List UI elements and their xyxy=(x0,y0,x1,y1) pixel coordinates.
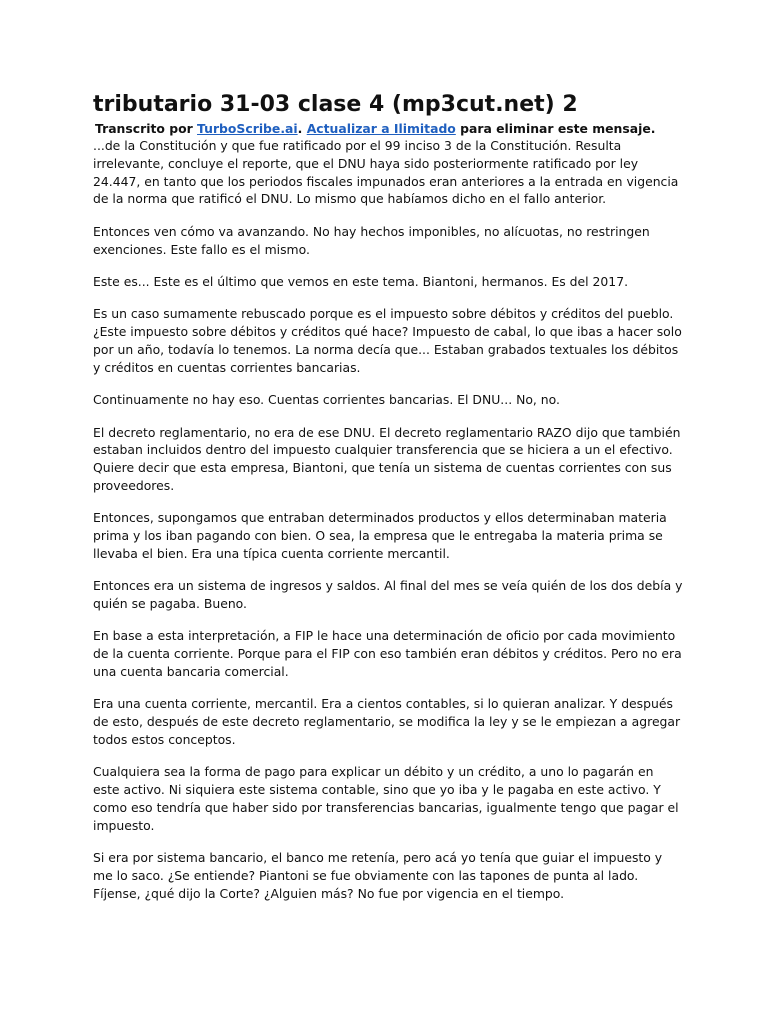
transcribed-dot: . xyxy=(297,121,307,136)
paragraph: Era una cuenta corriente, mercantil. Era a cientos contables, si lo quieran analizar. Y después de esto, después de este decreto reglamentario, se modifica la ley y se le empiezan a agregar todos estos conceptos. xyxy=(93,696,681,748)
turboscribe-link[interactable]: TurboScribe.ai xyxy=(197,121,298,136)
paragraph: Entonces, supongamos que entraban determinados productos y ellos determinaban materia prima y los iban pagando con bien. O sea, la empresa que le entregaba la materia prima se llevaba el bien. Era una típica cuenta corriente mercantil. xyxy=(93,510,667,561)
upgrade-unlimited-link[interactable]: Actualizar a Ilimitado xyxy=(306,121,456,136)
paragraph: Si era por sistema bancario, el banco me retenía, pero acá yo tenía que guiar el impuesto y me lo saco. ¿Se entiende? Piantoni se fue obviamente con las tapones de punta al lado. Fíjense, ¿qué dijo la Corte? ¿Alguien más? No fue por vigencia en el tiempo. xyxy=(93,850,663,901)
paragraph: Entonces ven cómo va avanzando. No hay hechos imponibles, no alícuotas, no restringen exenciones. Este fallo es el mismo. xyxy=(93,223,650,257)
transcribed-prefix: Transcrito por xyxy=(95,121,198,136)
transcription-notice xyxy=(95,120,683,137)
paragraph: El decreto reglamentario, no era de ese DNU. El decreto reglamentario RAZO dijo que también estaban incluidos dentro del impuesto cualquier transferencia que se hiciera a un el efectivo. Quiere decir que esta empresa, Biantoni, que tenía un sistema de cuentas corrientes con sus proveedores. xyxy=(93,424,681,493)
paragraph: Cualquiera sea la forma de pago para explicar un débito y un crédito, a uno lo pagarán en este activo. Ni siquiera este sistema contable, sino que yo iba y le pagaba en este activo. Y como eso tendría que haber sido por transferencias bancarias, igualmente tengo que pagar el impuesto. xyxy=(93,764,679,833)
document-body xyxy=(93,90,683,917)
paragraph: Este es... Este es el último que vemos en este tema. Biantoni, hermanos. Es del 2017. xyxy=(93,273,629,289)
paragraph: En base a esta interpretación, a FIP le hace una determinación de oficio por cada movimiento de la cuenta corriente. Porque para el FIP con eso también eran débitos y créditos. Pero no era una cuenta bancaria comercial. xyxy=(93,628,682,680)
paragraph: Continuamente no hay eso. Cuentas corrientes bancarias. El DNU... No, no. xyxy=(93,392,560,408)
paragraph: ...de la Constitución y que fue ratificado por el 99 inciso 3 de la Constitución. Resulta irrelevante, concluye el reporte, que el DNU haya sido posteriormente ratificado por ley 24.447, en tanto que los periodos fiscales impunados eran anteriores a la entrada en vigencia de la norma que ratificó el DNU. Lo mismo que habíamos dicho en el fallo anterior. xyxy=(93,138,679,207)
paragraph: Entonces era un sistema de ingresos y saldos. Al final del mes se veía quién de los dos debía y quién se pagaba. Bueno. xyxy=(93,578,683,612)
document-title: tributario 31-03 clase 4 (mp3cut.net) 2 xyxy=(93,92,578,117)
paragraph: Es un caso sumamente rebuscado porque es el impuesto sobre débitos y créditos del pueblo. ¿Este impuesto sobre débitos y créditos qué hace? Impuesto de cabal, lo que ibas a hacer solo por un año, todavía lo tenemos. La norma decía que... Estaban grabados textuales los débitos y créditos en cuentas corrientes bancarias. xyxy=(93,306,682,375)
transcribed-suffix: para eliminar este mensaje. xyxy=(455,121,656,136)
